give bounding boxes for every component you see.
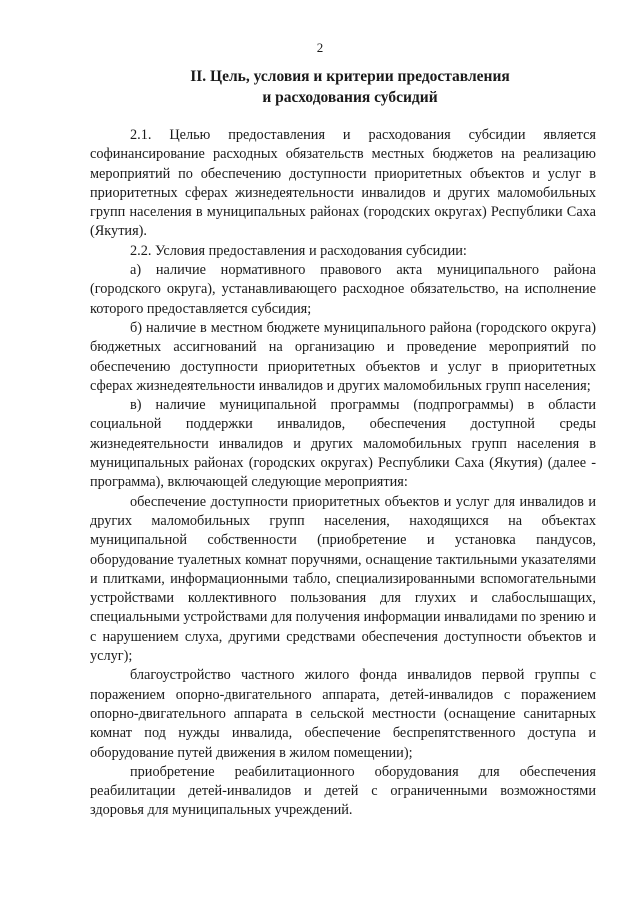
paragraph-condition-v: в) наличие муниципальной программы (подпрограммы) в области социальной поддержки инвалидов, обеспечения доступной среды жизнедеятельности инвалидов и других маломобильных групп населения в муниципальных районах (городских округах) Республики Саха (Якутия) (далее - программа), включающей следующие мероприятия:: [90, 397, 596, 491]
paragraph-condition-a: а) наличие нормативного правового акта муниципального района (городского округа), устанавливающего расходное обязательство, на исполнение которого предоставляется субсидия;: [90, 262, 596, 317]
page-number: 2: [316, 40, 324, 55]
paragraph-2-1: 2.1. Целью предоставления и расходования субсидии является софинансирование расходных обязательств местных бюджетов на реализацию мероприятий по обеспечению доступности приоритетных объектов и услуг в приоритетных сферах жизнедеятельности инвалидов и других маломобильных групп населения в муниципальных районах (городских округах) Республики Саха (Якутия).: [90, 127, 596, 240]
paragraph-condition-b: б) наличие в местном бюджете муниципального района (городского округа) бюджетных ассигнований на организацию и проведение мероприятий по обеспечению доступности приоритетных объектов и услуг в приоритетных сферах жизнедеятельности инвалидов и других маломобильных групп населения;: [90, 319, 596, 394]
section-title-line-2: и расходования субсидий: [262, 89, 438, 106]
section-title-line-1: II. Цель, условия и критерии предоставления: [190, 68, 510, 85]
document-body: [90, 126, 596, 821]
paragraph-measure-accessibility: обеспечение доступности приоритетных объектов и услуг для инвалидов и других маломобильных групп населения, находящихся на объектах муниципальной собственности (приобретение и установка пандусов, оборудование туалетных комнат поручнями, оснащение тактильными указателями и плитками, информационными табло, специализированными вспомогательными устройствами коллективного пользования для глухих и слабослышащих, специальными устройствами для получения информации инвалидами по зрению и с нарушением слуха, другими средствами обеспечения доступности объектов и услуг);: [90, 493, 596, 665]
paragraph-2-2: 2.2. Условия предоставления и расходования субсидии:: [130, 242, 467, 259]
paragraph-measure-equipment: приобретение реабилитационного оборудования для обеспечения реабилитации детей-инвалидов и детей с ограниченными возможностями здоровья для муниципальных учреждений.: [90, 763, 596, 819]
paragraph-measure-housing: благоустройство частного жилого фонда инвалидов первой группы с поражением опорно-двигательного аппарата, детей-инвалидов с поражением опорно-двигательного аппарата в сельской местности (оснащение санитарных комнат под нужды инвалида, обеспечение беспрепятственного доступа и оборудование путей движения в жилом помещении);: [90, 667, 596, 761]
section-title: [90, 66, 610, 108]
